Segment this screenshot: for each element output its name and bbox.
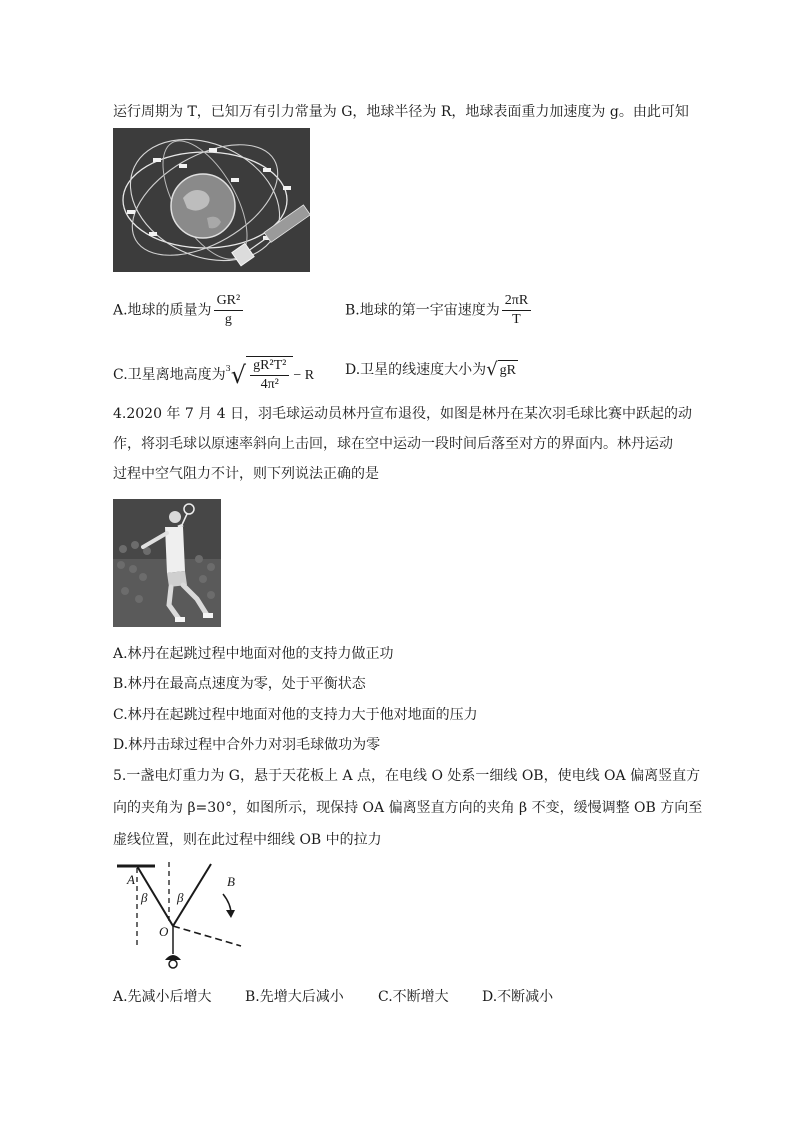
- badminton-player-photo: [113, 499, 221, 627]
- q5-option-c: C.不断增大: [378, 989, 449, 1005]
- q5-stem-line-1: 5.一盏电灯重力为 G，悬于天花板上 A 点，在电线 O 处系一细线 OB，使电线 OA 偏离竖直方: [113, 768, 701, 784]
- q3-option-b-label: B.地球的第一宇宙速度为: [345, 302, 500, 319]
- q3-option-c-denominator: 4π²: [260, 377, 279, 392]
- q3-option-b-fraction: [502, 292, 531, 329]
- satellite-orbit-figure: [113, 128, 310, 272]
- q4-stem-line-3: 过程中空气阻力不计，则下列说法正确的是: [113, 466, 379, 482]
- q3-option-a-denominator: g: [224, 312, 232, 327]
- q3-option-d: [345, 358, 518, 382]
- q3-option-d-radicand: gR: [498, 360, 518, 381]
- q5-stem-line-2: 向的夹角为 β=30°，如图所示，现保持 OA 偏离竖直方向的夹角 β 不变，缓慢调整 OB 方向至: [113, 800, 703, 816]
- q3-option-a: [113, 292, 245, 329]
- label-beta-right: β: [177, 890, 184, 905]
- q5-option-b: B.先增大后减小: [245, 989, 344, 1005]
- q3-option-c-cube-root: $^3$ √ $\frac{\text{gR²T²}}{\text{4π²}}$: [226, 356, 294, 394]
- label-beta-left: β: [141, 890, 148, 905]
- q3-option-c-fraction: [250, 357, 289, 394]
- q3-option-b-numerator: 2πR: [502, 292, 531, 311]
- q3-stem-tail: 运行周期为 T，已知万有引力常量为 G，地球半径为 R，地球表面重力加速度为 g。由此可知: [113, 104, 689, 120]
- lamp-force-diagram: [113, 860, 248, 975]
- q3-option-a-fraction: [214, 292, 244, 329]
- q5-stem-line-3: 虚线位置，则在此过程中细线 OB 中的拉力: [113, 832, 382, 848]
- q4-option-c: C.林丹在起跳过程中地面对他的支持力大于他对地面的压力: [113, 707, 478, 723]
- q3-option-d-sqrt: √ gR: [486, 359, 517, 380]
- q3-option-c-label: C.卫星离地高度为: [113, 367, 226, 383]
- q3-option-c-suffix: − R: [293, 368, 315, 383]
- label-a: A: [127, 872, 135, 887]
- q5-option-a: A.先减小后增大: [113, 989, 212, 1005]
- q3-option-c-numerator: gR²T²: [250, 357, 289, 376]
- q3-option-c: [113, 356, 314, 394]
- q5-option-d: D.不断减小: [482, 989, 554, 1005]
- q3-option-d-label: D.卫星的线速度大小为: [345, 362, 487, 378]
- q3-option-a-numerator: GR²: [214, 292, 244, 311]
- q3-option-c-root-index: 3: [225, 364, 231, 373]
- q4-stem-line-2: 作，将羽毛球以原速率斜向上击回，球在空中运动一段时间后落至对方的界面内。林丹运动: [113, 436, 673, 452]
- label-b: B: [227, 874, 235, 889]
- q3-option-b-denominator: T: [512, 312, 521, 327]
- q4-stem-line-1: 4.2020 年 7 月 4 日，羽毛球运动员林丹宣布退役，如图是林丹在某次羽毛球比赛中跃起的动: [113, 406, 693, 422]
- label-o: O: [159, 924, 169, 939]
- q3-option-b: [345, 292, 533, 329]
- q4-option-a: A.林丹在起跳过程中地面对他的支持力做正功: [113, 646, 394, 662]
- q4-option-b: B.林丹在最高点速度为零，处于平衡状态: [113, 676, 366, 692]
- q4-option-d: D.林丹击球过程中合外力对羽毛球做功为零: [113, 737, 381, 753]
- q3-option-a-label: A.地球的质量为: [113, 302, 212, 319]
